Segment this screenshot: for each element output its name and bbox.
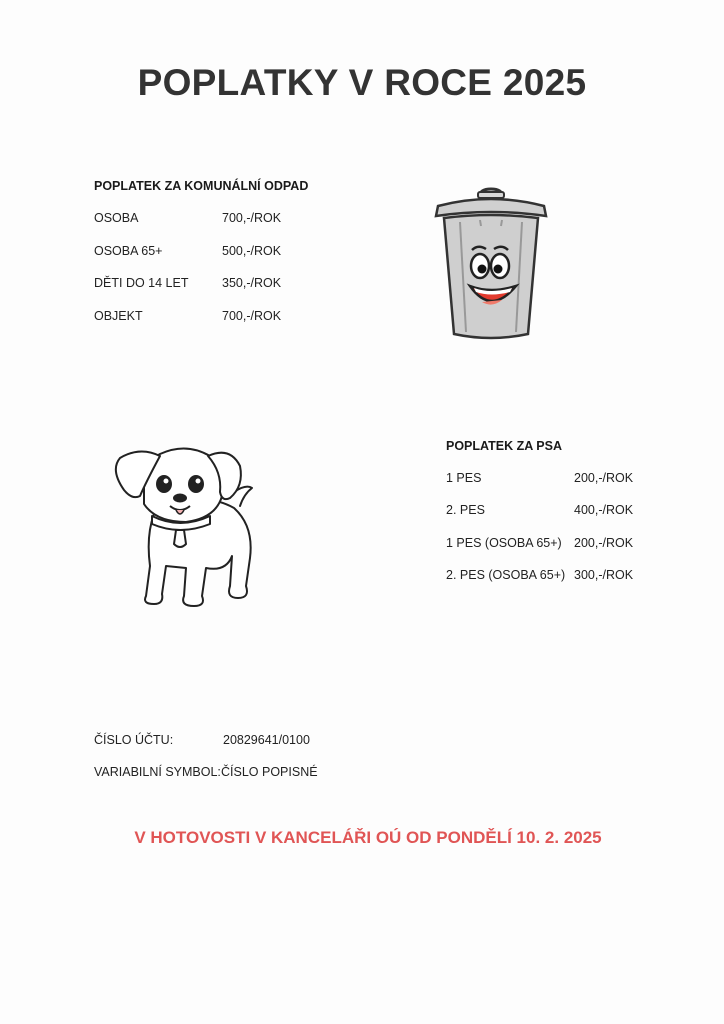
- fee-value: 200,-/ROK: [574, 471, 634, 485]
- fee-label: DĚTI DO 14 LET: [94, 276, 189, 290]
- page-title: POPLATKY V ROCE 2025: [137, 62, 587, 103]
- dog-fee-heading: POPLATEK ZA PSA: [446, 439, 562, 453]
- puppy-icon: [106, 426, 266, 608]
- variable-symbol-label: VARIABILNÍ SYMBOL:: [94, 765, 221, 779]
- fee-value: 700,-/ROK: [222, 211, 282, 225]
- trash-can-icon: [430, 186, 552, 342]
- account-number-value: 20829641/0100: [223, 733, 310, 747]
- fee-value: 700,-/ROK: [222, 309, 282, 323]
- fee-value: 200,-/ROK: [574, 536, 634, 550]
- fee-value: 400,-/ROK: [574, 503, 634, 517]
- fee-label: 2. PES (OSOBA 65+): [446, 568, 566, 582]
- fee-label: OSOBA 65+: [94, 244, 163, 258]
- waste-fee-heading: POPLATEK ZA KOMUNÁLNÍ ODPAD: [94, 179, 309, 193]
- fee-label: OSOBA: [94, 211, 139, 225]
- fee-value: 300,-/ROK: [574, 568, 634, 582]
- fee-label: OBJEKT: [94, 309, 143, 323]
- fee-value: 350,-/ROK: [222, 276, 282, 290]
- cash-payment-notice: V HOTOVOSTI V KANCELÁŘI OÚ OD PONDĚLÍ 10. 2. 2025: [134, 828, 602, 847]
- variable-symbol-value: ČÍSLO POPISNÉ: [221, 765, 318, 779]
- fee-label: 1 PES: [446, 471, 482, 485]
- fee-label: 1 PES (OSOBA 65+): [446, 536, 562, 550]
- fee-value: 500,-/ROK: [222, 244, 282, 258]
- account-number-label: ČÍSLO ÚČTU:: [94, 733, 174, 747]
- fee-label: 2. PES: [446, 503, 485, 517]
